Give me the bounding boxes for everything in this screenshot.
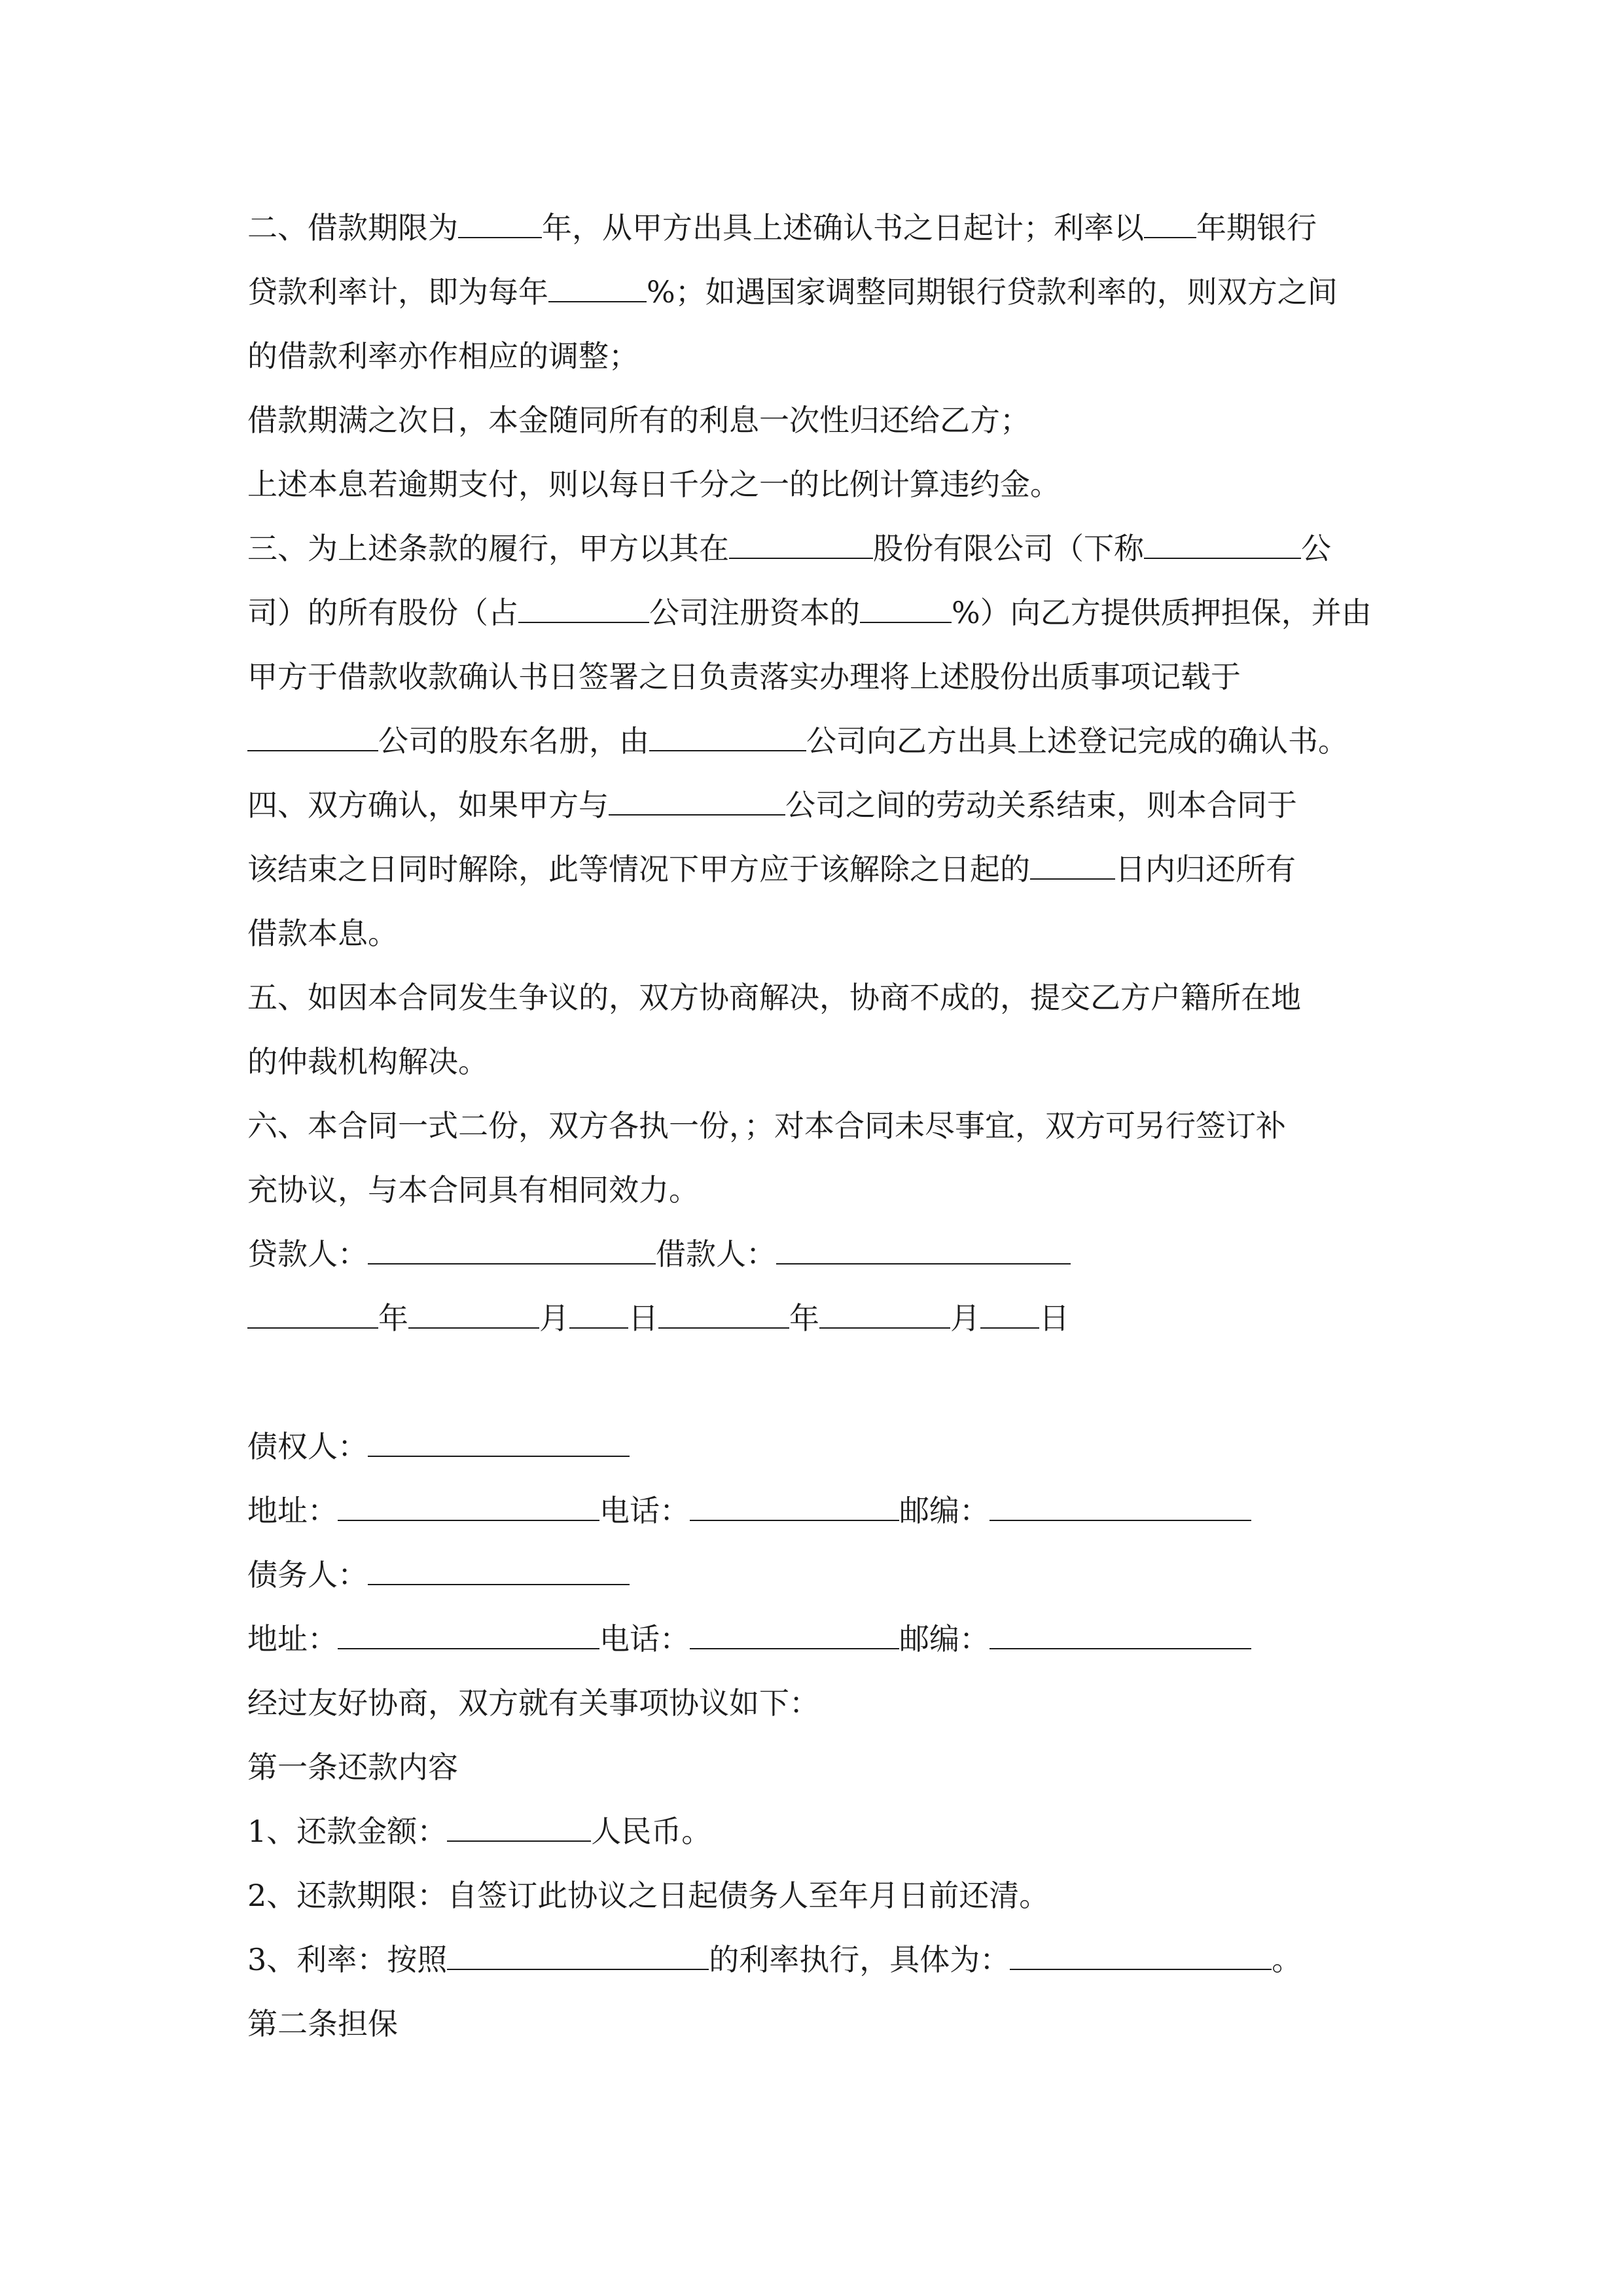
lender-day-blank[interactable] [569, 1301, 628, 1329]
repayment-term-line: 2、还款期限：自签订此协议之日起债务人至年月日前还清。 [247, 1878, 1050, 1913]
clause-6-line-1: 六、本合同一式二份，双方各执一份，；对本合同未尽事宜，双方可另行签订补 [247, 1108, 1286, 1143]
debtor-phone-blank[interactable] [690, 1622, 899, 1649]
employer-company-blank[interactable] [609, 788, 785, 816]
company-name-blank[interactable] [729, 531, 873, 559]
debtor-name-blank[interactable] [368, 1558, 630, 1585]
signature-line: 贷款人： 借款人： [247, 1234, 1071, 1274]
debtor-address-blank[interactable] [338, 1622, 599, 1649]
rate-basis-blank[interactable] [447, 1943, 709, 1970]
clause-4-line-3: 借款本息。 [247, 916, 398, 951]
clause-3-line-4: 公司的股东名册，由 公司向乙方出具上述登记完成的确认书。 [247, 721, 1348, 761]
clause-2-line-5: 上述本息若逾期支付，则以每日千分之一的比例计算违约金。 [247, 467, 1060, 502]
agreement-intro: 经过友好协商，双方就有关事项协议如下： [247, 1685, 819, 1721]
borrower-signature-blank[interactable] [776, 1237, 1071, 1265]
clause-6-line-2: 充协议，与本合同具有相同效力。 [247, 1172, 699, 1208]
lender-month-blank[interactable] [408, 1301, 539, 1329]
creditor-contact-line: 地址： 电话： 邮编： [247, 1491, 1251, 1530]
clause-3-line-3: 甲方于借款收款确认书日签署之日负责落实办理将上述股份出质事项记载于 [247, 659, 1241, 694]
annual-rate-blank[interactable] [548, 275, 647, 302]
creditor-address-blank[interactable] [338, 1494, 599, 1521]
debtor-contact-line: 地址： 电话： 邮编： [247, 1619, 1251, 1659]
issuing-company-blank[interactable] [649, 724, 806, 751]
interest-rate-line: 3、利率：按照 的利率执行，具体为： 。 [247, 1942, 1302, 1977]
clause-2-line-1: 二、借款期限为 年，从甲方出具上述确认书之日起计；利率以 年期银行 [247, 210, 1317, 245]
register-company-blank[interactable] [247, 724, 378, 751]
clause-2-line-3: 的借款利率亦作相应的调整； [247, 338, 639, 374]
share-company-blank[interactable] [518, 596, 649, 623]
debtor-postcode-blank[interactable] [990, 1622, 1251, 1649]
borrower-year-blank[interactable] [658, 1301, 789, 1329]
rate-term-blank[interactable] [1144, 211, 1196, 238]
company-short-name-blank[interactable] [1144, 531, 1301, 559]
clause-3-line-1: 三、为上述条款的履行，甲方以其在 股份有限公司（下称 公 [247, 531, 1331, 566]
clause-2-line-4: 借款期满之次日，本金随同所有的利息一次性归还给乙方； [247, 403, 1030, 438]
clause-4-line-2: 该结束之日同时解除，此等情况下甲方应于该解除之日起的 日内归还所有 [247, 852, 1296, 887]
share-percent-blank[interactable] [860, 596, 952, 623]
creditor-name-blank[interactable] [368, 1429, 630, 1457]
borrower-day-blank[interactable] [980, 1301, 1039, 1329]
article-1-title: 第一条还款内容 [247, 1749, 458, 1785]
creditor-line: 债权人： [247, 1427, 630, 1466]
repay-days-blank[interactable] [1030, 852, 1115, 880]
clause-4-line-1: 四、双方确认，如果甲方与 公司之间的劳动关系结束，则本合同于 [247, 787, 1297, 823]
rate-detail-blank[interactable] [1010, 1943, 1272, 1970]
debtor-line: 债务人： [247, 1555, 630, 1594]
clause-3-line-2: 司）的所有股份（占 公司注册资本的 %）向乙方提供质押担保，并由 [247, 595, 1372, 630]
clause-5-line-1: 五、如因本合同发生争议的，双方协商解决，协商不成的，提交乙方户籍所在地 [247, 980, 1301, 1015]
creditor-phone-blank[interactable] [690, 1494, 899, 1521]
lender-year-blank[interactable] [247, 1301, 378, 1329]
lender-signature-blank[interactable] [368, 1237, 656, 1265]
article-2-title: 第二条担保 [247, 2006, 398, 2041]
creditor-postcode-blank[interactable] [990, 1494, 1251, 1521]
clause-2-line-2: 贷款利率计，即为每年 %；如遇国家调整同期银行贷款利率的，则双方之间 [247, 274, 1338, 310]
borrower-month-blank[interactable] [819, 1301, 950, 1329]
signature-date-line: 年 月 日 年 月 日 [247, 1299, 1069, 1338]
loan-term-years-blank[interactable] [458, 211, 542, 238]
clause-5-line-2: 的仲裁机构解决。 [247, 1044, 488, 1079]
repayment-amount-blank[interactable] [447, 1814, 591, 1842]
repayment-amount-line: 1、还款金额： 人民币。 [247, 1814, 712, 1849]
